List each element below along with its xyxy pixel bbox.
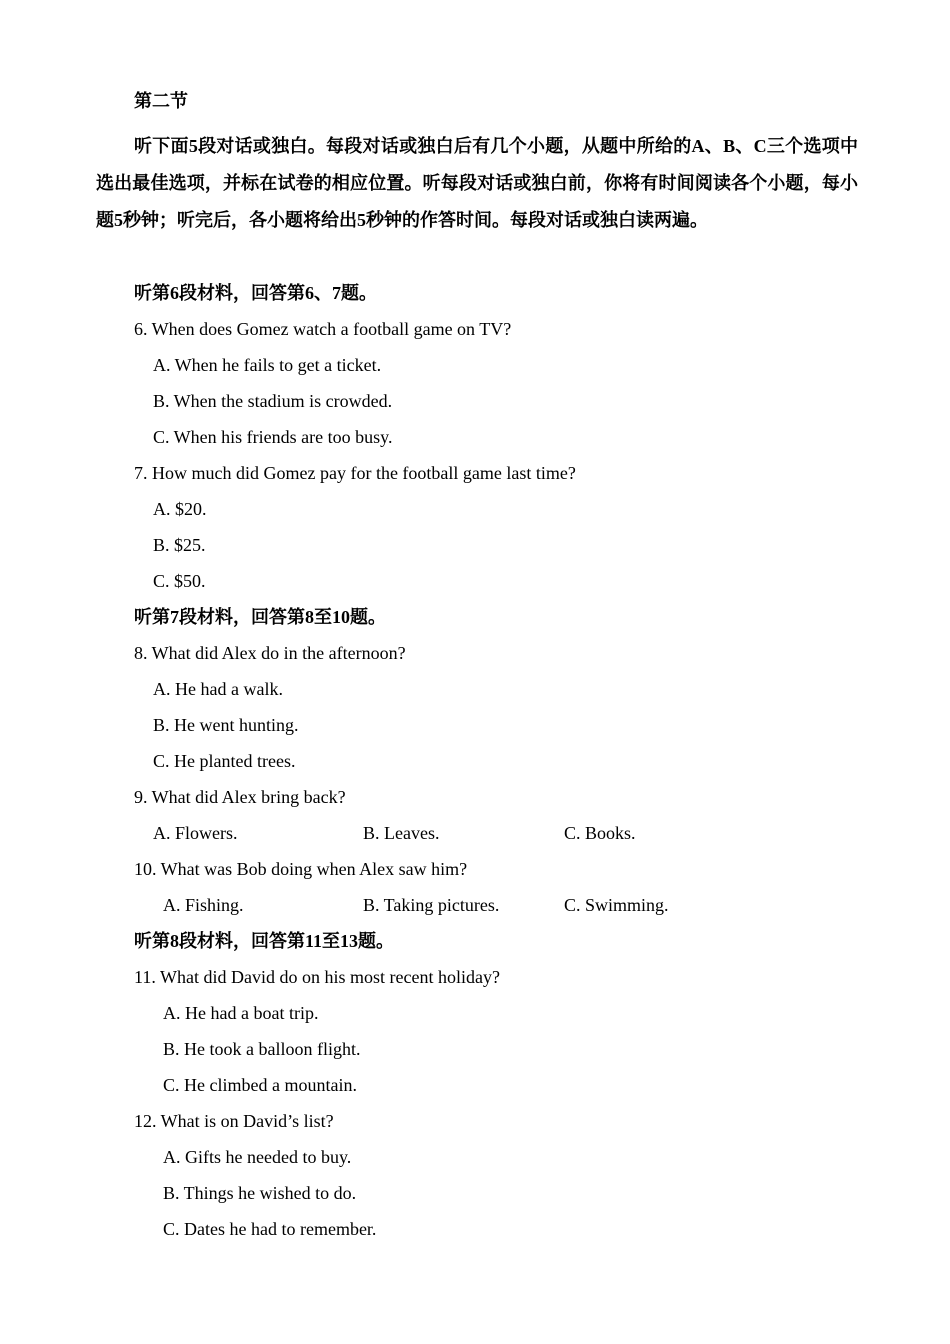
question-stem: 12. What is on David’s list? <box>134 1111 334 1131</box>
answer-option: C. Books. <box>564 823 636 843</box>
answer-option: A. Fishing. <box>163 895 244 915</box>
answer-option: A. Flowers. <box>153 823 238 843</box>
section-title: 第二节 <box>134 91 188 111</box>
answer-option: A. Gifts he needed to buy. <box>163 1147 352 1167</box>
answer-option: C. Dates he had to remember. <box>163 1219 377 1239</box>
answer-option: B. When the stadium is crowded. <box>153 391 393 411</box>
answer-option: A. He had a walk. <box>153 679 283 699</box>
group-heading: 听第8段材料，回答第11至13题。 <box>134 931 395 951</box>
group-heading: 听第7段材料，回答第8至10题。 <box>134 607 386 627</box>
answer-option: A. When he fails to get a ticket. <box>153 355 382 375</box>
question-stem: 6. When does Gomez watch a football game on TV? <box>134 319 512 339</box>
answer-option: B. He took a balloon flight. <box>163 1039 361 1059</box>
question-stem: 10. What was Bob doing when Alex saw him? <box>134 859 468 879</box>
answer-option: C. When his friends are too busy. <box>153 427 393 447</box>
answer-option: B. Things he wished to do. <box>163 1183 357 1203</box>
answer-option: B. $25. <box>153 535 206 555</box>
group-heading: 听第6段材料，回答第6、7题。 <box>134 283 377 303</box>
question-stem: 9. What did Alex bring back? <box>134 787 346 807</box>
answer-option: A. He had a boat trip. <box>163 1003 319 1023</box>
answer-option: C. Swimming. <box>564 895 669 915</box>
answer-option: B. He went hunting. <box>153 715 299 735</box>
section-instructions: 听下面5段对话或独白。每段对话或独白后有几个小题，从题中所给的A、B、C三个选项中选出最佳选项，并标在试卷的相应位置。听每段对话或独白前，你将有时间阅读各个小题，每小题5秒钟；听完后，各小题将给出5秒钟的作答时间。每段对话或独白读两遍。 <box>96 136 858 230</box>
answer-option: B. Taking pictures. <box>363 895 500 915</box>
answer-option: A. $20. <box>153 499 207 519</box>
answer-option: C. $50. <box>153 571 206 591</box>
answer-option: B. Leaves. <box>363 823 440 843</box>
answer-option: C. He planted trees. <box>153 751 296 771</box>
question-stem: 11. What did David do on his most recent holiday? <box>134 967 500 987</box>
answer-option: C. He climbed a mountain. <box>163 1075 357 1095</box>
question-stem: 7. How much did Gomez pay for the football game last time? <box>134 463 576 483</box>
question-stem: 8. What did Alex do in the afternoon? <box>134 643 406 663</box>
